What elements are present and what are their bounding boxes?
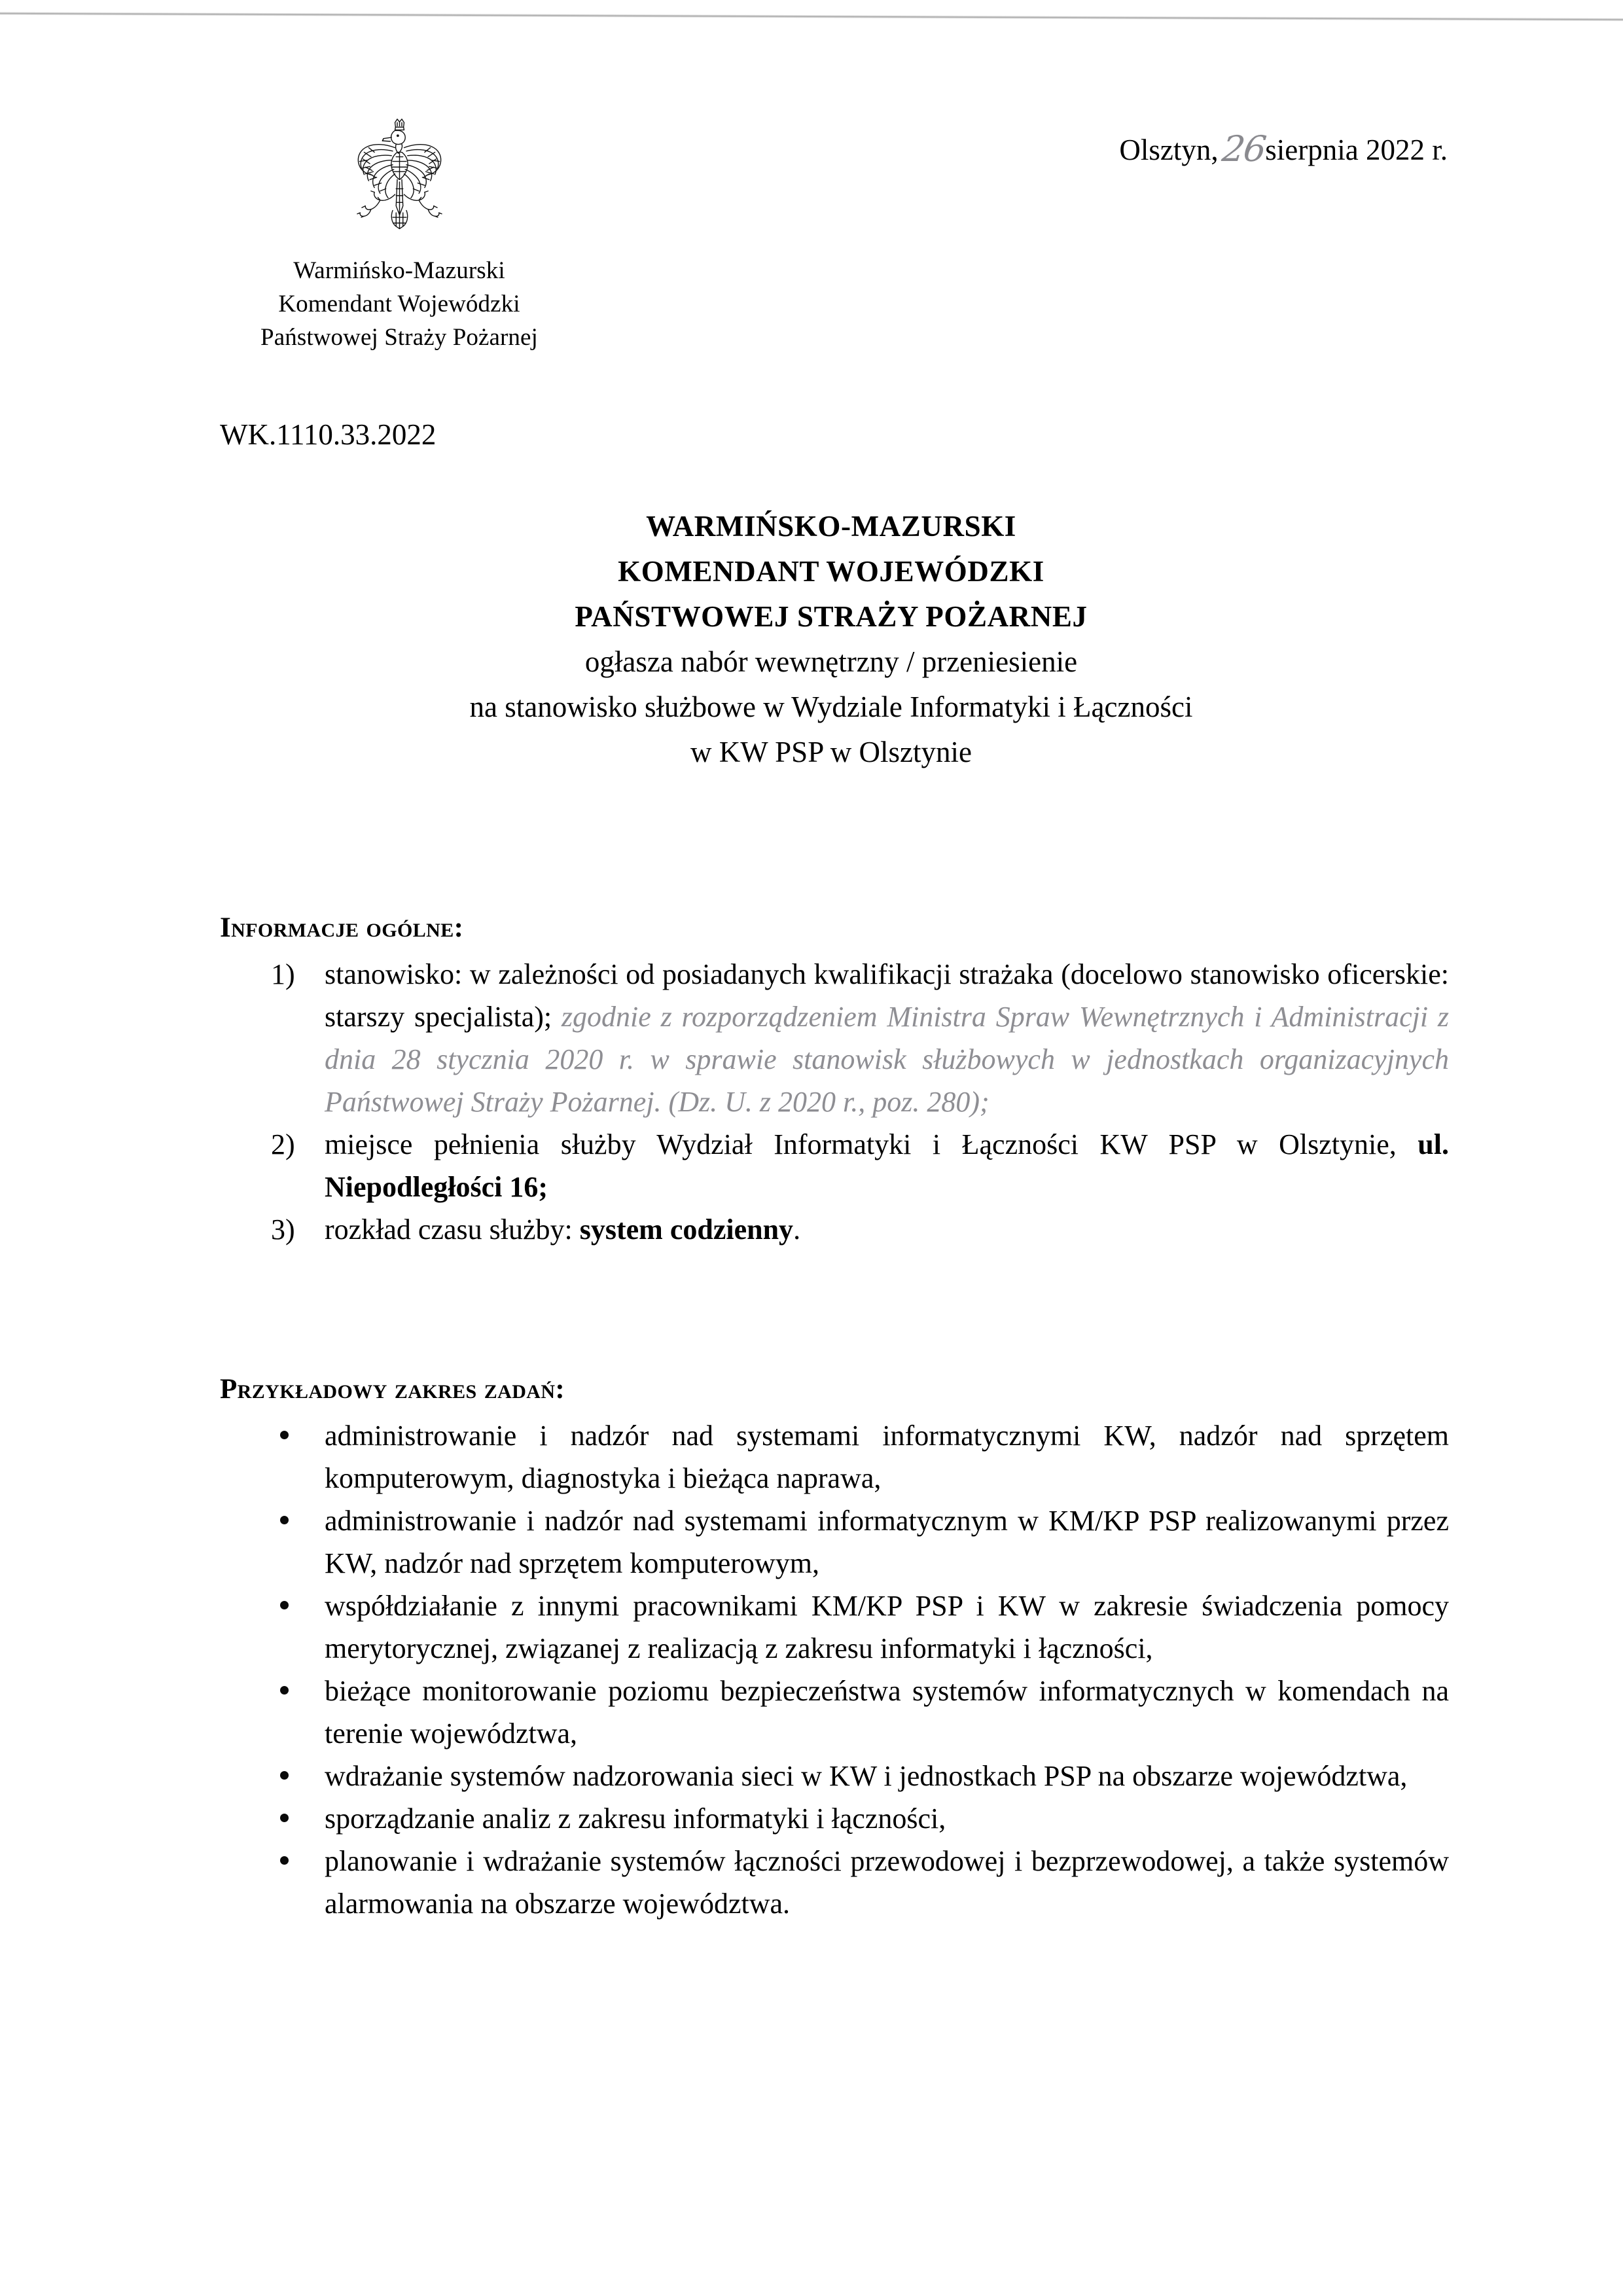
list-item	[220, 1414, 1449, 1499]
list-item-text: sporządzanie analiz z zakresu informatyki i łączności,	[325, 1803, 946, 1835]
polish-eagle-emblem	[342, 115, 457, 249]
letterhead-line-3: Państwowej Straży Pożarnej	[260, 324, 538, 351]
legal-reference-text: zgodnie z rozporządzeniem Ministra Spraw Wewnętrznych i Administracji z dnia 28 stycznia 2020 r. w sprawie stanowisk służbowych w jednostkach organizacyjnych Państwowej Straży Pożarnej. (Dz. U. z 2020 r., poz. 280);	[325, 1001, 1449, 1118]
list-item-text: miejsce pełnienia służby Wydział Informatyki i Łączności KW PSP w Olsztynie,	[325, 1128, 1418, 1160]
handwritten-day-number: 26	[1219, 128, 1268, 170]
announcement-title-block	[216, 504, 1446, 775]
list-item-text: rozkład czasu służby:	[325, 1213, 580, 1246]
general-information-list	[220, 953, 1449, 1251]
list-item-text: administrowanie i nadzór nad systemami informatycznym w KM/KP PSP realizowanymi przez KW, nadzór nad sprzętem komputerowym,	[325, 1505, 1449, 1579]
list-item-text: administrowanie i nadzór nad systemami informatycznymi KW, nadzór nad sprzętem komputerowym, diagnostyka i bieżąca naprawa,	[325, 1420, 1449, 1494]
list-item-text: stanowisko: w zależności od posiadanych kwalifikacji strażaka (docelowo stanowisko oficerskie: starszy specjalista);	[325, 958, 1449, 1033]
reference-number: WK.1110.33.2022	[220, 418, 437, 451]
section-heading-general: Informacje ogólne:	[220, 912, 464, 943]
list-marker: 1)	[271, 958, 295, 990]
list-item	[220, 1797, 1449, 1840]
list-marker: 3)	[271, 1213, 295, 1246]
list-item-text: wdrażanie systemów nadzorowania sieci w KW i jednostkach PSP na obszarze województwa,	[325, 1760, 1408, 1792]
bullet-icon	[280, 1516, 289, 1524]
letterhead-line-1: Warmińsko-Mazurski	[293, 257, 505, 284]
list-item	[220, 1123, 1449, 1208]
section-heading-tasks: Przykładowy zakres zadań:	[220, 1374, 565, 1405]
title-line-5: na stanowisko służbowe w Wydziale Informatyki i Łączności	[469, 691, 1193, 723]
date-rest: sierpnia 2022 r.	[1265, 134, 1448, 166]
list-item	[220, 1755, 1449, 1797]
task-scope-list	[220, 1414, 1449, 1925]
list-item-tail: .	[793, 1213, 801, 1246]
bullet-icon	[280, 1686, 289, 1695]
list-item-text: planowanie i wdrażanie systemów łączności przewodowej i bezprzewodowej, a także systemów alarmowania na obszarze województwa.	[325, 1845, 1449, 1920]
place-label: Olsztyn,	[1119, 134, 1219, 166]
letterhead	[216, 115, 582, 354]
letterhead-line-2: Komendant Wojewódzki	[278, 291, 520, 317]
title-line-2: KOMENDANT WOJEWÓDZKI	[618, 555, 1044, 588]
schedule-emphasis: system codzienny	[579, 1213, 794, 1246]
address-emphasis: ul. Niepodległości 16;	[325, 1128, 1449, 1203]
section-task-scope	[220, 1371, 1449, 1925]
list-item-text: współdziałanie z innymi pracownikami KM/KP PSP i KW w zakresie świadczenia pomocy merytorycznej, związanej z realizacją z zakresu informatyki i łączności,	[325, 1590, 1449, 1664]
list-item	[220, 1208, 1449, 1251]
bullet-icon	[280, 1431, 289, 1439]
place-and-date	[1119, 128, 1448, 170]
title-line-6: w KW PSP w Olsztynie	[690, 736, 972, 768]
section-general-information	[220, 910, 1449, 1251]
scan-edge-artifact	[0, 12, 1623, 22]
list-item	[220, 1670, 1449, 1755]
list-item-text: bieżące monitorowanie poziomu bezpieczeństwa systemów informatycznych w komendach na terenie województwa,	[325, 1675, 1449, 1749]
list-item	[220, 953, 1449, 1123]
bullet-icon	[280, 1601, 289, 1609]
title-line-4: ogłasza nabór wewnętrzny / przeniesienie	[584, 645, 1078, 678]
list-item	[220, 1585, 1449, 1670]
title-line-3: PAŃSTWOWEJ STRAŻY POŻARNEJ	[575, 600, 1088, 633]
bullet-icon	[280, 1771, 289, 1780]
list-item	[220, 1840, 1449, 1925]
bullet-icon	[280, 1814, 289, 1822]
bullet-icon	[280, 1856, 289, 1865]
list-marker: 2)	[271, 1128, 295, 1160]
list-item	[220, 1499, 1449, 1585]
title-line-1: WARMIŃSKO-MAZURSKI	[646, 510, 1016, 543]
